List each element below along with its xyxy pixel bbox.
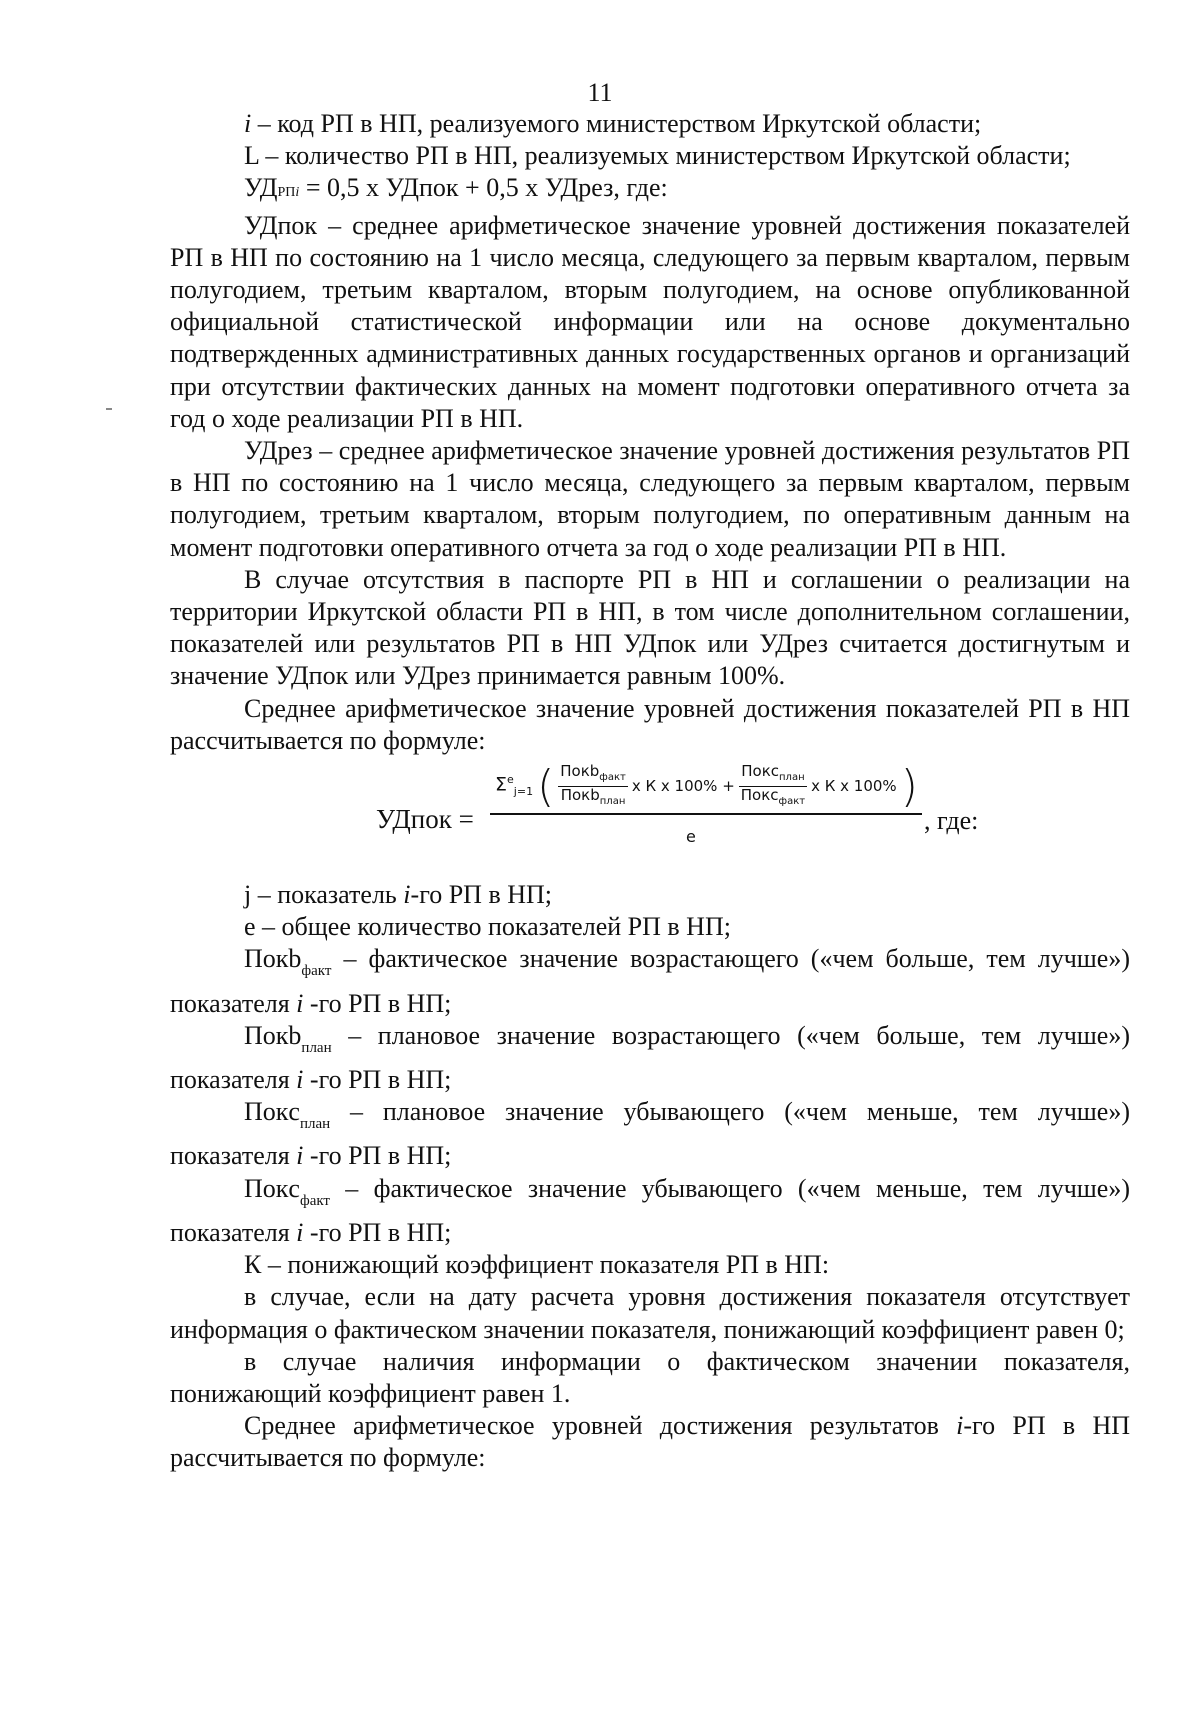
text: – фактическое значение убывающего («чем меньше, тем лучше») показателя xyxy=(170,1173,1130,1247)
paragraph-i-definition xyxy=(170,108,1130,140)
text: – плановое значение возрастающего («чем больше, тем лучше») показателя xyxy=(170,1020,1130,1095)
text: -го РП в НП; xyxy=(303,1141,452,1171)
left-paren: ( xyxy=(537,760,555,812)
subscript: план xyxy=(301,1039,332,1056)
text: Покс xyxy=(740,786,779,805)
text: -го РП в НП; xyxy=(303,988,452,1018)
subscript: план xyxy=(299,1116,331,1133)
def-k: К – понижающий коэффициент показателя РП в НП: xyxy=(244,1250,830,1280)
text: Пок xyxy=(244,1097,289,1127)
sub: факт xyxy=(778,796,806,808)
text: = 0,5 х УДпок + 0,5 х УДрез, где: xyxy=(299,173,668,203)
text: Пок xyxy=(244,944,289,974)
text: ‒ фактическое значение возрастающего («чем больше, тем лучше») показателя xyxy=(170,944,1130,1018)
text: Покс xyxy=(741,762,780,781)
document-body xyxy=(170,108,1130,1475)
formula-denominator: е xyxy=(686,827,696,847)
subscript xyxy=(278,185,300,200)
text: УД xyxy=(244,173,278,203)
margin-mark xyxy=(106,408,112,410)
formula-tail: , где: xyxy=(924,806,979,836)
udpok-formula xyxy=(170,761,1130,865)
paragraph-udrez-formula-intro xyxy=(170,1410,1130,1474)
def-e: е – общее количество показателей РП в НП; xyxy=(244,912,731,942)
def-pokc-plan xyxy=(170,1096,1130,1172)
def-pokb-plan xyxy=(170,1020,1130,1096)
subscript: факт xyxy=(301,963,332,980)
text: -го РП в НП; xyxy=(303,1065,452,1095)
text: – плановое значение убывающего («чем меньше, тем лучше») показателя xyxy=(170,1097,1130,1171)
def-k-case-0: в случае, если на дату расчета уровня достижения показателя отсутствует информация о фактическом значении показателя, понижающий коэффициент равен 0; xyxy=(170,1282,1130,1344)
fraction-c-numerator xyxy=(739,763,806,787)
subscript: факт xyxy=(299,1192,330,1209)
sub: план xyxy=(599,796,626,808)
paragraph-udpok: УДпок ‒ среднее арифметическое значение уровней достижения показателей РП в НП по состоянию на 1 число месяца, следующего за первым кварталом, первым полугодием, третьим кварталом, вторым полугодием, на основе опубликованной официальной статистической информации или на основе документально подтвержденных административных данных государственных органов и организаций при отсутствии фактических данных на момент подготовки оперативного отчета за год о ходе реализации РП в НП. xyxy=(170,210,1130,433)
text: Пок xyxy=(244,1020,289,1050)
text: -го РП в НП рассчитывается по формуле: xyxy=(170,1411,1130,1473)
var-i: i xyxy=(244,109,252,138)
text: c xyxy=(288,1097,300,1127)
fraction-c xyxy=(739,763,807,810)
var-i: i xyxy=(296,1141,304,1171)
formula-numerator xyxy=(495,760,985,812)
var-i: i xyxy=(296,988,304,1018)
text: -го РП в НП; xyxy=(410,880,552,910)
text: j – показатель xyxy=(244,880,404,910)
sum-upper: e xyxy=(507,773,514,787)
sub: факт xyxy=(599,772,626,784)
text: Пок xyxy=(244,1173,289,1203)
page-number: 11 xyxy=(587,78,613,107)
text: Покb xyxy=(560,786,600,805)
def-pokb-fakt xyxy=(170,943,1130,1019)
var-i: i xyxy=(296,1065,304,1095)
paragraph-ud-formula xyxy=(170,172,1130,209)
multiplier-2: х К х 100% xyxy=(811,777,897,796)
fraction-line xyxy=(490,813,922,815)
text: Покb xyxy=(560,762,600,781)
subscript-text: РП xyxy=(277,185,296,201)
fraction-c-denominator xyxy=(739,787,807,810)
sum-sign: Σ xyxy=(495,773,508,796)
var-i: i xyxy=(296,1217,304,1247)
multiplier-1: х К х 100% + xyxy=(631,777,735,796)
paragraph-l-definition: L – количество РП в НП, реализуемых министерством Иркутской области; xyxy=(244,141,1071,171)
paragraph-formula-intro: Среднее арифметическое значение уровней достижения показателей РП в НП рассчитывается по формуле: xyxy=(170,693,1130,755)
paragraph-udrez: УДрез ‒ среднее арифметическое значение уровней достижения результатов РП в НП по состоянию на 1 число месяца, следующего за первым кварталом, первым полугодием, третьим кварталом, вторым полугодием, по оперативным данным на момент подготовки оперативного отчета за год о ходе реализации РП в НП. xyxy=(170,436,1130,562)
var-i: i xyxy=(956,1411,964,1441)
def-k-case-1: в случае наличия информации о фактическом значении показателя, понижающий коэффициент равен 1. xyxy=(170,1346,1130,1408)
text: – код РП в НП, реализуемого министерством Иркутской области; xyxy=(251,109,982,138)
text: b xyxy=(288,944,302,974)
def-pokc-fakt xyxy=(170,1173,1130,1249)
paragraph-absence-case: В случае отсутствия в паспорте РП в НП и соглашении о реализации на территории Иркутской области РП в НП, в том числе дополнительном соглашении, показателей или результатов РП в НП УДпок или УДрез считается достигнутым и значение УДпок или УДрез принимается равным 100%. xyxy=(170,564,1130,691)
right-paren: ) xyxy=(900,760,918,812)
var-i: i xyxy=(403,880,411,910)
fraction-b-denominator xyxy=(559,787,628,810)
sum-symbol xyxy=(495,764,533,808)
subscript-var: i xyxy=(295,185,300,201)
text: -го РП в НП; xyxy=(303,1217,452,1247)
formula-lhs: УДпок = xyxy=(376,804,474,835)
sum-lower: j=1 xyxy=(513,785,534,799)
text: Среднее арифметическое уровней достижения результатов xyxy=(244,1411,957,1441)
text: b xyxy=(288,1020,302,1050)
fraction-b xyxy=(558,763,628,810)
text: c xyxy=(288,1173,300,1203)
def-j xyxy=(170,879,1130,911)
sub: план xyxy=(779,772,805,784)
fraction-b-numerator xyxy=(558,763,628,787)
